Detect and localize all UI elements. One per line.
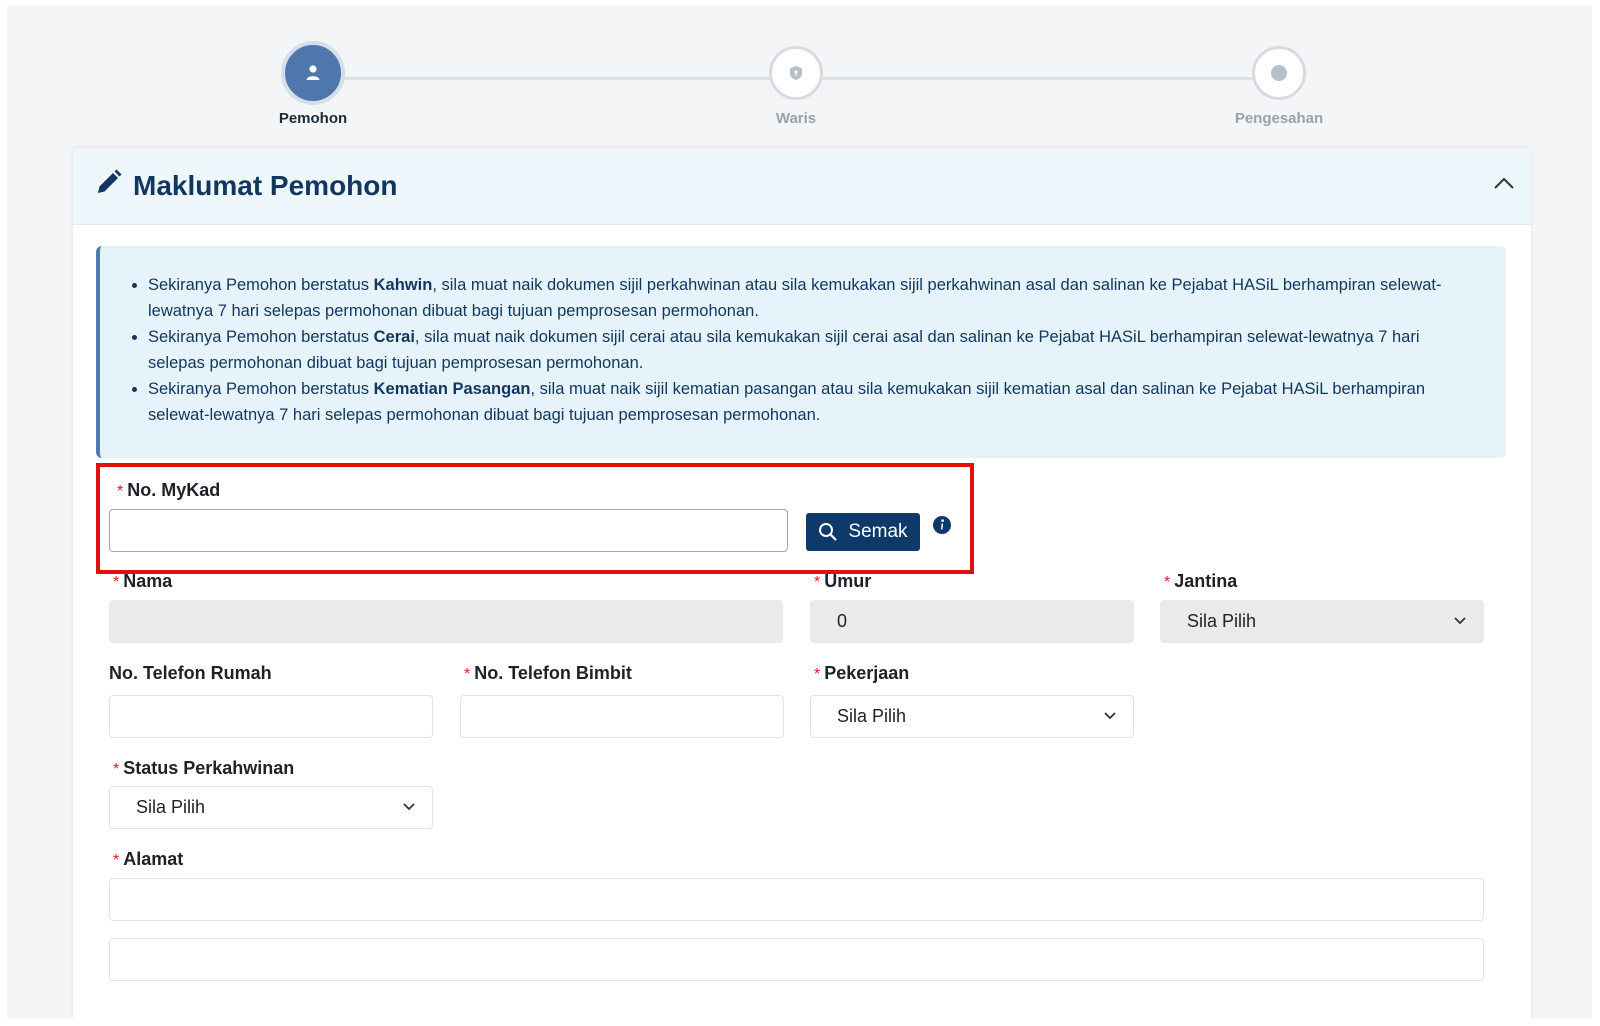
status-perkahwinan-label: * Status Perkahwinan (113, 758, 295, 778)
user-icon (304, 64, 322, 82)
jantina-label: * Jantina (1164, 571, 1238, 591)
jantina-select[interactable] (1160, 600, 1484, 643)
alamat-label: * Alamat (113, 849, 184, 869)
info-icon[interactable] (933, 516, 951, 534)
chevron-down-icon (1103, 711, 1117, 721)
telefon-rumah-input[interactable] (109, 695, 433, 738)
notice-item: • Sekiranya Pemohon berstatus Kahwin, sila muat naik dokumen sijil perkahwinan atau sila kemukakan sijil perkahwinan asal dan salinan ke Pejabat HASiL berhampiran selewat-lewatnya 7 hari selepas permohonan dibuat bagi tujuan pemprosesan permohonan. (148, 272, 1476, 324)
step-circle (1252, 46, 1306, 100)
section-title: Maklumat Pemohon (133, 170, 398, 201)
section-header[interactable] (73, 148, 1531, 225)
nama-label: * Nama (113, 571, 173, 591)
status-perkahwinan-select[interactable] (109, 786, 433, 829)
mykad-input[interactable] (109, 509, 788, 552)
step-circle (281, 41, 345, 105)
chevron-down-icon (402, 802, 416, 812)
step-pengesahan[interactable] (1199, 46, 1359, 127)
telefon-bimbit-label: * No. Telefon Bimbit (464, 663, 632, 683)
alamat-line1-input[interactable] (109, 878, 1484, 921)
notice-box (96, 246, 1506, 458)
step-label: Waris (775, 110, 817, 127)
pekerjaan-value: Sila Pilih (837, 706, 907, 726)
step-pemohon[interactable] (233, 46, 393, 127)
jantina-value: Sila Pilih (1187, 611, 1257, 631)
mykad-label: * No. MyKad (117, 480, 221, 500)
chevron-up-icon[interactable] (1493, 176, 1515, 190)
page-frame (7, 6, 1592, 1018)
pekerjaan-select[interactable] (810, 695, 1134, 738)
status-perkahwinan-value: Sila Pilih (136, 797, 206, 817)
notice-item: • Sekiranya Pemohon berstatus Kematian Pasangan, sila muat naik sijil kematian pasangan atau sila kemukakan sijil kematian asal dan salinan ke Pejabat HASiL berhampiran selewat-lewatnya 7 hari selepas permohonan dibuat bagi tujuan pemprosesan permohonan. (148, 376, 1476, 428)
umur-label: * Umur (814, 571, 872, 591)
notice-item: • Sekiranya Pemohon berstatus Cerai, sila muat naik dokumen sijil cerai atau sila kemukakan sijil cerai asal dan salinan ke Pejabat HASiL berhampiran selewat-lewatnya 7 hari selepas permohonan dibuat bagi tujuan pemprosesan permohonan. (148, 324, 1476, 376)
step-waris[interactable] (716, 46, 876, 127)
notice-list (148, 272, 1476, 428)
nama-input[interactable] (109, 600, 783, 643)
search-icon (818, 522, 838, 542)
step-label: Pengesahan (1234, 110, 1324, 127)
applicant-card (73, 148, 1531, 1018)
step-circle (769, 46, 823, 100)
progress-stepper (7, 6, 1592, 151)
chevron-down-icon (1453, 616, 1467, 626)
shield-icon (787, 64, 805, 82)
semak-button[interactable] (806, 513, 920, 551)
dot-icon (1270, 64, 1288, 82)
alamat-line2-input[interactable] (109, 938, 1484, 981)
umur-input[interactable] (810, 600, 1134, 643)
telefon-bimbit-input[interactable] (460, 695, 784, 738)
telefon-rumah-label: No. Telefon Rumah (109, 663, 272, 683)
semak-label: Semak (848, 521, 908, 542)
pencil-icon (95, 168, 123, 196)
step-label: Pemohon (278, 110, 348, 127)
pekerjaan-label: * Pekerjaan (814, 663, 910, 683)
